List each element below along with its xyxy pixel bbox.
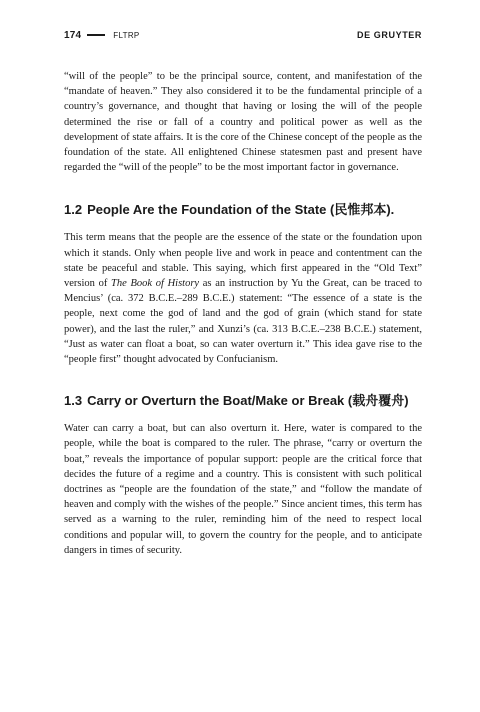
- paragraph-text: as an instruction by Yu the Great, can be traced to Mencius’ (ca. 372 B.C.E.–289 B.C.E.) statement: “The essence of a state is the people, next come the god of land and the god of grain (which stand for state power), and the last the ruler,” and Xunzi’s (ca. 313 B.C.E.–238 B.C.E.) statement, “Just as water can float a boat, so can water overturn it.” This idea gave rise to the “people first” thought advocated by Confucianism.: [64, 278, 422, 366]
- section-heading-1-2: [64, 201, 422, 219]
- section-number: 1.2: [64, 202, 83, 218]
- section-heading-1-3: [64, 392, 422, 410]
- paragraph-continued: “will of the people” to be the principal source, content, and manifestation of the “mandate of heaven.” They also considered it to be the fundamental principle of a country’s governance, and thought that having or losing the will of the people determined the rise or fall of a country and political power as well as the development of state affairs. It is the core of the Chinese concept of the people as the foundation of the state. All enlightened Chinese statesmen past and present have regarded the “will of the people” to be the most important factor in governance.: [64, 71, 422, 174]
- page-number: 174: [64, 29, 82, 41]
- section-paragraph-1-2: [64, 230, 422, 367]
- paragraph-text: This term means that the people are the essence of the state or the foundation upon which it stands. Only when people live and work in peace and contentment can the state be peaceful and stable. This saying, which first appeared in the “Old Text” version of: [64, 232, 422, 290]
- section-paragraph-1-3: Water can carry a boat, but can also overturn it. Here, water is compared to the people, while the boat is compared to the ruler. The phrase, “carry or overturn the boat,” reveals the importance of popular support: people are the critical force that decides the future of a regime and a country. This is consistent with such political doctrines as “people are the foundation of the state,” and “follow the mandate of heaven and comply with the wishes of the people.” Since ancient times, this term has served as a warning to the ruler, reminding him of the need to respect local conditions and popular will, to govern the country for the people, and to anticipate dangers in times of security.: [64, 423, 422, 556]
- section-title: Carry or Overturn the Boat/Make or Break (载舟覆舟): [87, 393, 409, 409]
- series-label: FLTRP: [113, 30, 140, 40]
- header-rule: [87, 34, 105, 36]
- page-body: [64, 69, 422, 558]
- book-title: The Book of History: [111, 278, 200, 290]
- publisher-name: DE GRUYTER: [356, 30, 422, 40]
- running-header: [64, 28, 422, 42]
- section-number: 1.3: [64, 393, 83, 409]
- section-title: People Are the Foundation of the State (民惟邦本).: [87, 202, 395, 218]
